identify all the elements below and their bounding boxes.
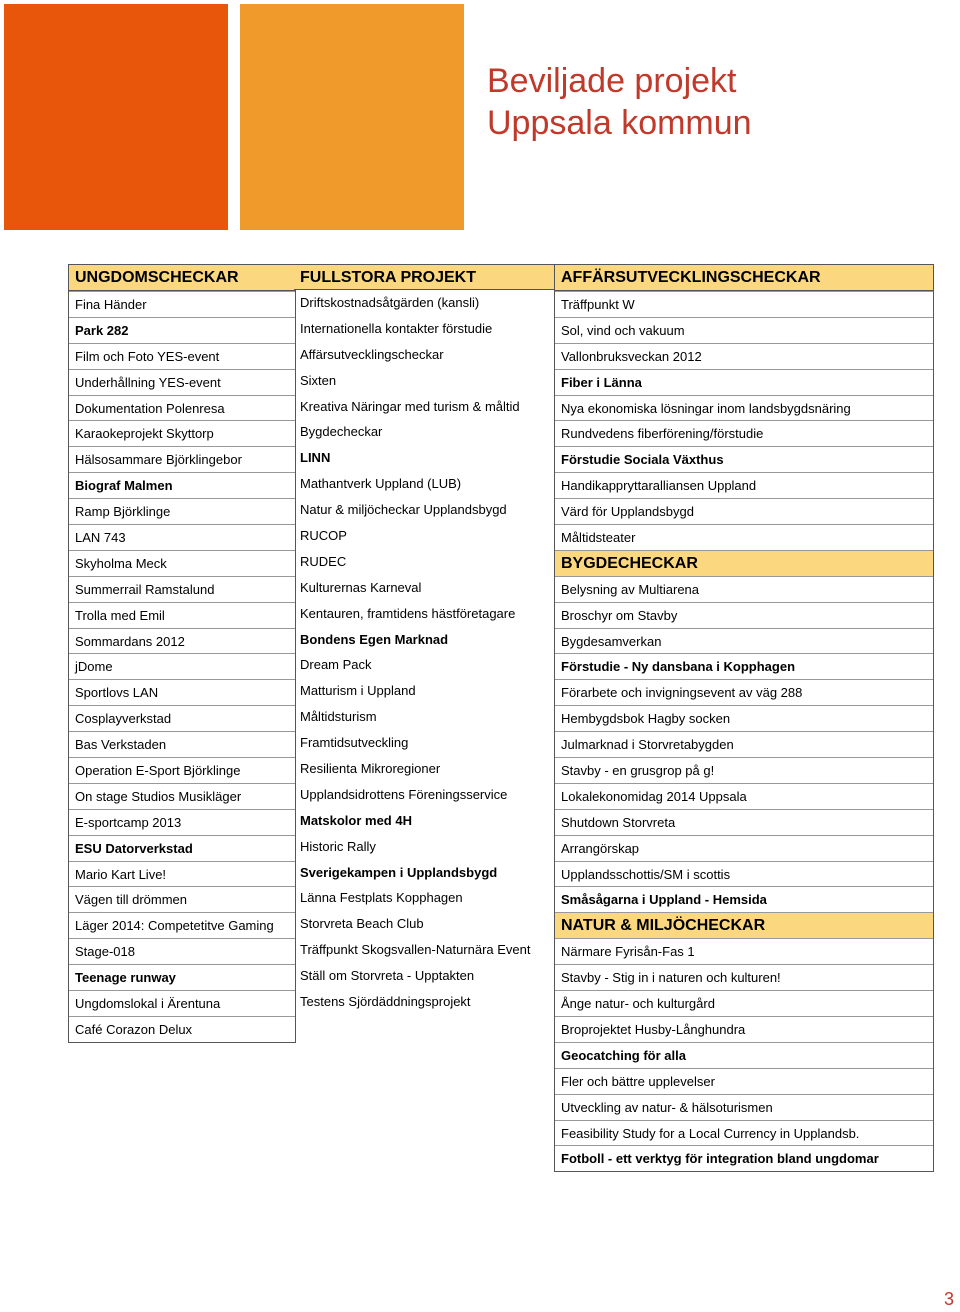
header-affarsutvecklingscheckar: AFFÄRSUTVECKLINGSCHECKAR	[555, 265, 933, 291]
bygdecheckar-item: Julmarknad i Storvretabygden	[555, 731, 933, 757]
bygdecheckar-item: Hembygdsbok Hagby socken	[555, 705, 933, 731]
fullstora-projekt-item: Sverigekampen i Upplandsbygd	[300, 864, 498, 880]
bygdecheckar-item: Småsågarna i Uppland - Hemsida	[555, 886, 933, 912]
bygdecheckar-item: Förstudie - Ny dansbana i Kopphagen	[555, 653, 933, 679]
ungdomscheckar-item: Sportlovs LAN	[69, 679, 295, 705]
ungdomscheckar-item: On stage Studios Musikläger	[69, 783, 295, 809]
ungdomscheckar-item: Biograf Malmen	[69, 472, 295, 498]
bygdecheckar-item: Bygdesamverkan	[555, 628, 933, 654]
fullstora-projekt-item: Affärsutvecklingscheckar	[300, 346, 444, 362]
header-fullstora-projekt: FULLSTORA PROJEKT	[294, 264, 554, 290]
orange-block-left	[4, 4, 228, 230]
ungdomscheckar-item: Hälsosammare Björklingebor	[69, 446, 295, 472]
fullstora-projekt-item: Upplandsidrottens Föreningsservice	[300, 786, 508, 802]
affarsutvecklingscheckar-item: Värd för Upplandsbygd	[555, 498, 933, 524]
ungdomscheckar-item: Skyholma Meck	[69, 550, 295, 576]
affarsutvecklingscheckar-item: Förstudie Sociala Växthus	[555, 446, 933, 472]
fullstora-projekt-item: Kreativa Näringar med turism & måltid	[300, 398, 520, 414]
natur-miljocheckar-item: Utveckling av natur- & hälsoturismen	[555, 1094, 933, 1120]
ungdomscheckar-item: jDome	[69, 653, 295, 679]
fullstora-projekt-item: Dream Pack	[300, 657, 372, 673]
ungdomscheckar-item: ESU Datorverkstad	[69, 835, 295, 861]
bygdecheckar-item: Stavby - en grusgrop på g!	[555, 757, 933, 783]
title-line-2: Uppsala kommun	[487, 104, 752, 142]
natur-miljocheckar-item: Geocatching för alla	[555, 1042, 933, 1068]
fullstora-projekt-item: Bygdecheckar	[300, 424, 383, 440]
ungdomscheckar-item: Stage-018	[69, 938, 295, 964]
ungdomscheckar-item: Underhållning YES-event	[69, 369, 295, 395]
ungdomscheckar-item: LAN 743	[69, 524, 295, 550]
ungdomscheckar-item: Park 282	[69, 317, 295, 343]
page-number: 3	[943, 1289, 954, 1309]
natur-miljocheckar-item: Fotboll - ett verktyg för integration bland ungdomar	[555, 1145, 933, 1171]
ungdomscheckar-item: Ungdomslokal i Ärentuna	[69, 990, 295, 1016]
affarsutvecklingscheckar-item: Handikappryttaralliansen Uppland	[555, 472, 933, 498]
ungdomscheckar-item: Operation E-Sport Björklinge	[69, 757, 295, 783]
fullstora-projekt-item: Måltidsturism	[300, 709, 377, 725]
bygdecheckar-item: Broschyr om Stavby	[555, 602, 933, 628]
ungdomscheckar-item: Mario Kart Live!	[69, 861, 295, 887]
ungdomscheckar-item: Film och Foto YES-event	[69, 343, 295, 369]
fullstora-projekt-item: Natur & miljöcheckar Upplandsbygd	[300, 502, 507, 518]
natur-miljocheckar-item: Närmare Fyrisån-Fas 1	[555, 938, 933, 964]
natur-miljocheckar-item: Feasibility Study for a Local Currency in Upplandsb.	[555, 1120, 933, 1146]
fullstora-projekt-item: Testens Sjördäddningsprojekt	[300, 994, 471, 1010]
ungdomscheckar-item: Vägen till drömmen	[69, 886, 295, 912]
ungdomscheckar-item: E-sportcamp 2013	[69, 809, 295, 835]
header-bygdecheckar: BYGDECHECKAR	[555, 550, 933, 576]
bygdecheckar-item: Arrangörskap	[555, 835, 933, 861]
fullstora-projekt-item: Matturism i Uppland	[300, 683, 416, 699]
fullstora-projekt-item: Kulturernas Karneval	[300, 579, 422, 595]
fullstora-projekt-item: LINN	[300, 450, 331, 466]
ungdomscheckar-item: Café Corazon Delux	[69, 1016, 295, 1042]
fullstora-projekt-item: RUDEC	[300, 553, 347, 569]
bygdecheckar-item: Upplandsschottis/SM i scottis	[555, 861, 933, 887]
orange-block-right	[240, 4, 464, 230]
fullstora-projekt-item: Historic Rally	[300, 838, 376, 854]
bygdecheckar-item: Lokalekonomidag 2014 Uppsala	[555, 783, 933, 809]
affarsutvecklingscheckar-item: Sol, vind och vakuum	[555, 317, 933, 343]
ungdomscheckar-item: Karaokeprojekt Skyttorp	[69, 420, 295, 446]
fullstora-projekt-item: Resilienta Mikroregioner	[300, 761, 441, 777]
natur-miljocheckar-item: Broprojektet Husby-Långhundra	[555, 1016, 933, 1042]
bygdecheckar-item: Belysning av Multiarena	[555, 576, 933, 602]
affarsutvecklingscheckar-item: Nya ekonomiska lösningar inom landsbygdsnäring	[555, 395, 933, 421]
affarsutvecklingscheckar-item: Vallonbruksveckan 2012	[555, 343, 933, 369]
fullstora-projekt-item: Internationella kontakter förstudie	[300, 320, 493, 336]
ungdomscheckar-item: Summerrail Ramstalund	[69, 576, 295, 602]
column-fullstora-projekt	[294, 264, 554, 1015]
fullstora-projekt-item: Länna Festplats Kopphagen	[300, 890, 463, 906]
ungdomscheckar-item: Teenage runway	[69, 964, 295, 990]
column-affarsutvecklingscheckar	[554, 264, 934, 1172]
affarsutvecklingscheckar-item: Träffpunkt W	[555, 291, 933, 317]
affarsutvecklingscheckar-item: Måltidsteater	[555, 524, 933, 550]
ungdomscheckar-item: Fina Händer	[69, 291, 295, 317]
bygdecheckar-item: Shutdown Storvreta	[555, 809, 933, 835]
fullstora-projekt-item: Mathantverk Uppland (LUB)	[300, 476, 462, 492]
fullstora-projekt-item: Framtidsutveckling	[300, 735, 409, 751]
ungdomscheckar-item: Bas Verkstaden	[69, 731, 295, 757]
bygdecheckar-item: Förarbete och invigningsevent av väg 288	[555, 679, 933, 705]
affarsutvecklingscheckar-item: Fiber i Länna	[555, 369, 933, 395]
ungdomscheckar-item: Läger 2014: Competetitve Gaming	[69, 912, 295, 938]
affarsutvecklingscheckar-item: Rundvedens fiberförening/förstudie	[555, 420, 933, 446]
fullstora-projekt-item: Sixten	[300, 372, 337, 388]
fullstora-projekt-item: Storvreta Beach Club	[300, 916, 424, 932]
natur-miljocheckar-item: Ånge natur- och kulturgård	[555, 990, 933, 1016]
ungdomscheckar-item: Ramp Björklinge	[69, 498, 295, 524]
fullstora-projekt-item: Driftskostnadsåtgärden (kansli)	[300, 295, 480, 310]
ungdomscheckar-item: Sommardans 2012	[69, 628, 295, 654]
header-ungdomscheckar: UNGDOMSCHECKAR	[69, 265, 295, 291]
header-natur-miljocheckar: NATUR & MILJÖCHECKAR	[555, 912, 933, 938]
column-ungdomscheckar	[68, 264, 296, 1043]
natur-miljocheckar-item: Fler och bättre upplevelser	[555, 1068, 933, 1094]
natur-miljocheckar-item: Stavby - Stig in i naturen och kulturen!	[555, 964, 933, 990]
fullstora-projekt-item: Träffpunkt Skogsvallen-Naturnära Event	[300, 942, 531, 958]
ungdomscheckar-item: Cosplayverkstad	[69, 705, 295, 731]
ungdomscheckar-item: Dokumentation Polenresa	[69, 395, 295, 421]
fullstora-projekt-item: Matskolor med 4H	[300, 812, 412, 828]
title-line-1: Beviljade projekt	[487, 62, 737, 100]
ungdomscheckar-item: Trolla med Emil	[69, 602, 295, 628]
fullstora-projekt-item: Kentauren, framtidens hästföretagare	[300, 605, 516, 621]
page-title	[487, 60, 752, 144]
fullstora-projekt-item: Bondens Egen Marknad	[300, 631, 449, 647]
fullstora-projekt-item: Ställ om Storvreta - Upptakten	[300, 968, 475, 984]
fullstora-projekt-item: RUCOP	[300, 528, 347, 544]
